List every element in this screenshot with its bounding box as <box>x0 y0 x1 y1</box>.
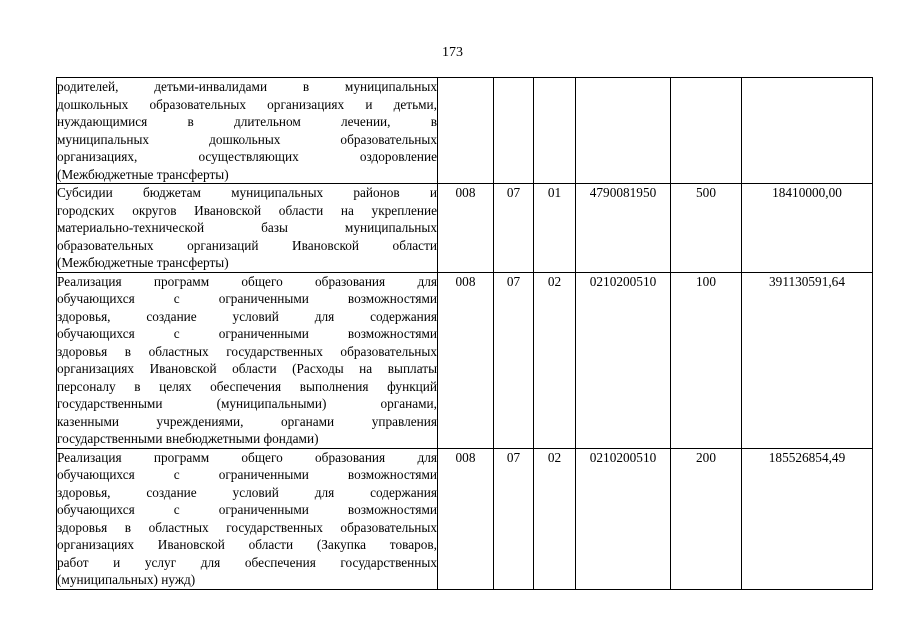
description-line: государственными (муниципальными) органами, <box>57 396 437 411</box>
ministry-code-cell: 008 <box>438 448 494 589</box>
amount-cell: 18410000,00 <box>742 184 873 273</box>
subsection-code-cell: 01 <box>534 184 576 273</box>
description-line: здоровья, создание условий для содержания <box>57 484 437 500</box>
amount-cell: 391130591,64 <box>742 272 873 448</box>
description-line: персоналу в целях обеспечения выполнения функций <box>57 378 437 394</box>
subsection-code-cell <box>534 78 576 184</box>
table-row <box>57 184 873 273</box>
description-line: Субсидии бюджетам муниципальных районов и <box>57 185 437 200</box>
description-line: работ и услуг для обеспечения государственных <box>57 554 437 570</box>
expense-description-cell <box>57 184 438 273</box>
description-line: городских округов Ивановской области на укрепление <box>57 202 437 218</box>
expense-description-cell <box>57 272 438 448</box>
description-line: нуждающимися в длительном лечении, в <box>57 114 437 129</box>
expense-description-cell <box>57 448 438 589</box>
description-line: государственными внебюджетными фондами) <box>57 431 319 446</box>
amount-cell: 185526854,49 <box>742 448 873 589</box>
description-line: обучающихся с ограниченными возможностями <box>57 326 437 341</box>
ministry-code-cell: 008 <box>438 184 494 273</box>
amount-cell <box>742 78 873 184</box>
description-line: казенными учреждениями, органами управления <box>57 413 437 429</box>
section-code-cell: 07 <box>494 272 534 448</box>
target-article-cell: 4790081950 <box>576 184 671 273</box>
description-line: родителей, детьми-инвалидами в муниципальных <box>57 79 437 94</box>
description-line: (Межбюджетные трансферты) <box>57 255 229 270</box>
subsection-code-cell: 02 <box>534 448 576 589</box>
expense-type-cell: 100 <box>671 272 742 448</box>
description-line: организациях, осуществляющих оздоровление <box>57 149 437 164</box>
description-line: обучающихся с ограниченными возможностями <box>57 291 437 306</box>
description-line: муниципальных дошкольных образовательных <box>57 131 437 147</box>
description-line: (Межбюджетные трансферты) <box>57 166 229 182</box>
expense-description-cell <box>57 78 438 184</box>
subsection-code-cell: 02 <box>534 272 576 448</box>
target-article-cell: 0210200510 <box>576 448 671 589</box>
section-code-cell <box>494 78 534 184</box>
ministry-code-cell: 008 <box>438 272 494 448</box>
description-line: здоровья, создание условий для содержания <box>57 308 437 324</box>
budget-table-body <box>57 78 873 590</box>
description-line: Реализация программ общего образования для <box>57 449 437 465</box>
table-row <box>57 448 873 589</box>
section-code-cell: 07 <box>494 184 534 273</box>
page-number: 173 <box>442 45 463 60</box>
target-article-cell: 0210200510 <box>576 272 671 448</box>
description-line: материально-технической базы муниципальных <box>57 220 437 235</box>
description-line: дошкольных образовательных организациях и детьми, <box>57 96 437 112</box>
description-line: обучающихся с ограниченными возможностями <box>57 467 437 482</box>
description-line: образовательных организаций Ивановской области <box>57 237 437 253</box>
description-line: Реализация программ общего образования для <box>57 273 437 289</box>
section-code-cell: 07 <box>494 448 534 589</box>
description-line: здоровья в областных государственных образовательных <box>57 343 437 359</box>
description-line: организациях Ивановской области (Расходы на выплаты <box>57 361 437 376</box>
expense-type-cell <box>671 78 742 184</box>
description-line: здоровья в областных государственных образовательных <box>57 519 437 535</box>
expense-type-cell: 500 <box>671 184 742 273</box>
expense-type-cell: 200 <box>671 448 742 589</box>
ministry-code-cell <box>438 78 494 184</box>
table-row <box>57 272 873 448</box>
description-line: обучающихся с ограниченными возможностями <box>57 502 437 517</box>
budget-table <box>56 77 873 590</box>
table-row <box>57 78 873 184</box>
description-line: (муниципальных) нужд) <box>57 572 196 587</box>
target-article-cell <box>576 78 671 184</box>
description-line: организациях Ивановской области (Закупка товаров, <box>57 537 437 552</box>
